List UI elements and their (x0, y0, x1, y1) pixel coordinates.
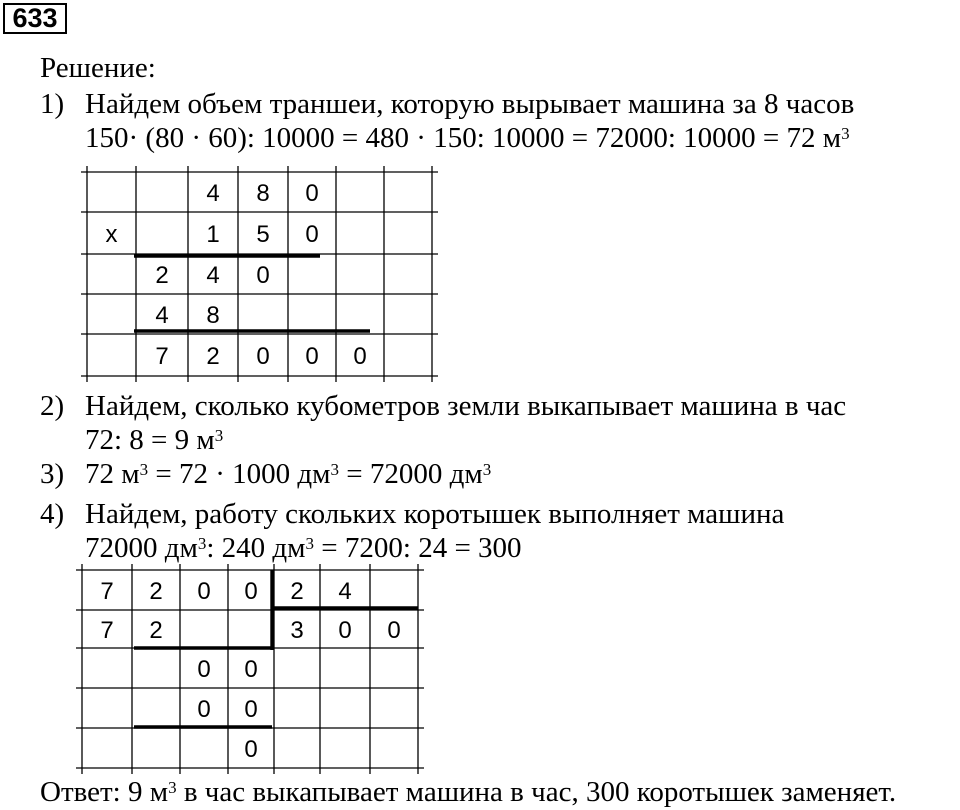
div-grid-digit: 2 (290, 578, 304, 605)
step-1-calc-text: 150· (80 · 60): 10000 = 480 · 150: 10000 = 72000: 10000 = 72 м (85, 122, 842, 154)
answer-superscript: 3 (168, 778, 177, 797)
problem-number-badge: 633 (3, 3, 67, 34)
mul-grid-digit: 4 (155, 302, 169, 329)
step-2-calc-superscript: 3 (214, 426, 224, 445)
step-4-sup-1: 3 (197, 534, 207, 553)
step-2-text: Найдем, сколько кубометров земли выкапывает машина в час (85, 390, 847, 422)
mul-grid-digit: 0 (353, 343, 367, 370)
answer-text-start: Ответ: 9 м (40, 776, 169, 808)
div-grid-digit: 0 (197, 656, 211, 683)
div-grid-digit: 0 (244, 736, 258, 763)
step-3-part-2: = 72 · 1000 дм (148, 458, 331, 490)
div-grid-digit: 7 (100, 617, 114, 644)
step-3-part-3: = 72000 дм (338, 458, 483, 490)
mul-grid-digit: 7 (155, 343, 169, 370)
step-3-number: 3) (40, 458, 65, 490)
step-4-part-2: : 240 дм (206, 532, 306, 564)
step-2-calc-text: 72: 8 = 9 м (85, 424, 215, 456)
step-3-sup-3: 3 (482, 460, 492, 479)
div-grid-digit: 0 (197, 696, 211, 723)
mul-grid-digit: 5 (256, 221, 270, 248)
div-grid-digit: 3 (290, 617, 304, 644)
div-grid-digit: 0 (244, 696, 258, 723)
mul-grid-digit: 0 (256, 343, 270, 370)
div-grid-digit: 7 (100, 578, 114, 605)
mul-grid-digit: 8 (206, 302, 220, 329)
div-grid-digit: 0 (244, 578, 258, 605)
answer-text-end: в час выкапывает машина в час, 300 коротышек заменяет. (176, 776, 897, 808)
step-4-number: 4) (40, 498, 65, 530)
step-3-sup-2: 3 (330, 460, 339, 479)
step-1-text: Найдем объем траншеи, которую вырывает машина за 8 часов (85, 88, 855, 120)
mul-grid-digit: 0 (256, 262, 270, 289)
div-grid-digit: 2 (149, 578, 163, 605)
mul-grid-digit: 2 (206, 343, 220, 370)
mul-grid-digit: x (105, 221, 118, 248)
step-3-sup-1: 3 (139, 460, 149, 479)
step-2-number: 2) (40, 390, 65, 422)
step-4-sup-2: 3 (305, 534, 315, 553)
step-3-part-1: 72 м (85, 458, 140, 490)
div-grid-digit: 0 (338, 617, 352, 644)
mul-grid-digit: 2 (155, 262, 169, 289)
answer-line (40, 776, 896, 808)
mul-grid-digit: 1 (206, 221, 220, 248)
mul-grid-digit: 0 (305, 180, 319, 207)
mul-grid-digit: 8 (256, 180, 270, 207)
step-4-part-1: 72000 дм (85, 532, 198, 564)
mul-grid-digit: 4 (206, 180, 220, 207)
div-grid-digit: 0 (387, 617, 401, 644)
step-1-number: 1) (40, 88, 65, 120)
step-4-text: Найдем, работу скольких коротышек выполняет машина (85, 498, 785, 530)
step-4-part-3: = 7200: 24 = 300 (314, 532, 522, 564)
mul-grid-digit: 0 (305, 221, 319, 248)
div-grid-digit: 0 (244, 656, 258, 683)
div-grid-digit: 2 (149, 617, 163, 644)
mul-grid-digit: 4 (206, 262, 220, 289)
div-grid-digit: 0 (197, 578, 211, 605)
solution-heading: Решение: (40, 52, 156, 84)
mul-grid-digit: 0 (305, 343, 319, 370)
step-1-calc-superscript: 3 (841, 124, 850, 143)
div-grid-digit: 4 (338, 578, 352, 605)
